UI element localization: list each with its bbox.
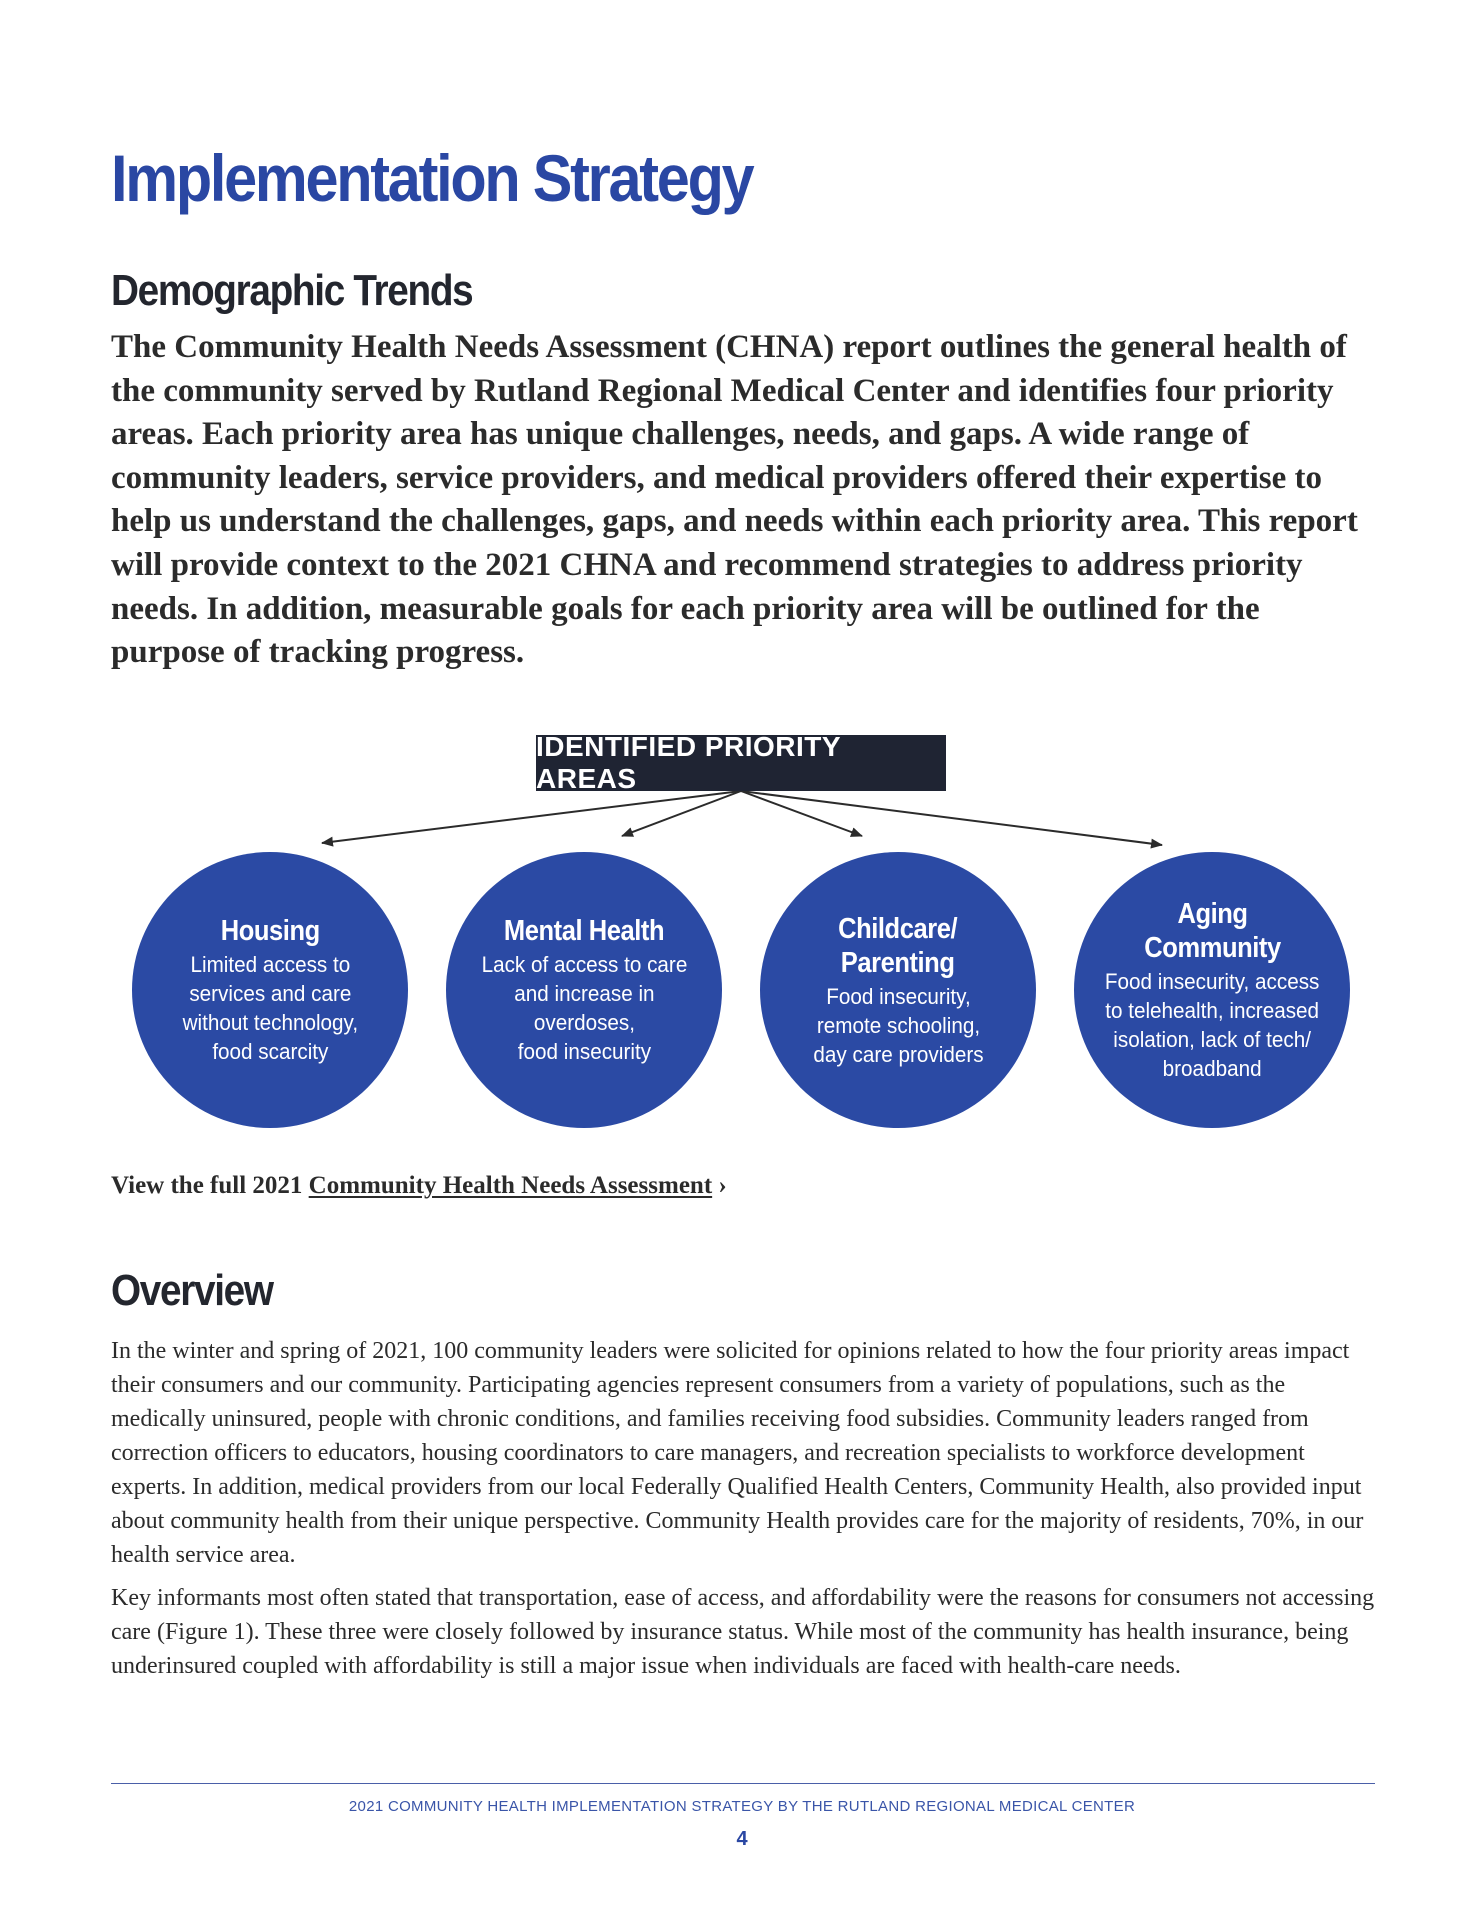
priority-description: Food insecurity, access to telehealth, increased isolation, lack of tech/ broadband [1104,969,1320,1081]
priority-circle-aging-community [1074,852,1350,1128]
overview-heading: Overview [111,1266,273,1315]
priority-circle-housing [132,852,408,1128]
priority-title: Mental Health [503,915,665,947]
chna-link[interactable]: Community Health Needs Assessment [308,1172,713,1199]
view-link-prefix: View the full 2021 [111,1172,303,1199]
page-title: Implementation Strategy [111,141,753,215]
demographic-lead-paragraph: The Community Health Needs Assessment (CHNA) report outlines the general health of the community served by Rutland Regional Medical Center and identifies four priority areas. Each priority area has unique challenges, needs, and gaps. A wide range of community leaders, service providers, and medical providers offered their expertise to help us understand the challenges, gaps, and needs within each priority area. This report will provide context to the 2021 CHNA and recommend strategies to address priority needs. In addition, measurable goals for each priority area will be outlined for the purpose of tracking progress. [111,329,1358,671]
arrow-to-housing [322,791,741,843]
footer-divider [111,1783,1375,1784]
priority-description: Food insecurity, remote schooling, day care providers [812,983,984,1067]
priority-title: Aging Community [1143,898,1281,964]
priority-title: Childcare/ Parenting [838,912,958,979]
priority-description: Lack of access to care and increase in overdoses, food insecurity [481,952,687,1064]
arrow-to-childcare [741,791,862,836]
overview-paragraph-1: In the winter and spring of 2021, 100 community leaders were solicited for opinions related to how the four priority areas impact their consumers and our community. Participating agencies represent consumers from a variety of populations, such as the medically uninsured, people with chronic conditions, and families receiving food subsidies. Community leaders ranged from correction officers to educators, housing coordinators to care managers, and recreation specialists to workforce development experts. In addition, medical providers from our local Federally Qualified Health Centers, Community Health, also provided input about community health from their unique perspective. Community Health provides care for the majority of residents, 70%, in our health service area. [111,1338,1364,1568]
chevron-right-icon[interactable]: › [718,1172,727,1199]
view-full-chna [111,1172,727,1200]
priority-circle-mental-health [446,852,722,1128]
priority-circle-childcare-parenting [760,852,1036,1128]
demographic-trends-heading: Demographic Trends [111,266,473,315]
identified-priority-areas-label: IDENTIFIED PRIORITY AREAS [536,735,946,791]
overview-paragraph-2: Key informants most often stated that transportation, ease of access, and affordability were the reasons for consumers not accessing care (Figure 1). These three were closely followed by insurance status. While most of the community has health insurance, being underinsured coupled with affordability is still a major issue when individuals are faced with health-care needs. [111,1585,1375,1679]
footer-text: 2021 COMMUNITY HEALTH IMPLEMENTATION STRATEGY BY THE RUTLAND REGIONAL MEDICAL CENTER [348,1798,1136,1815]
page-number: 4 [736,1828,748,1850]
priority-description: Limited access to services and care without technology, food scarcity [182,952,358,1064]
arrow-to-aging [741,791,1162,845]
priority-title: Housing [220,915,320,947]
